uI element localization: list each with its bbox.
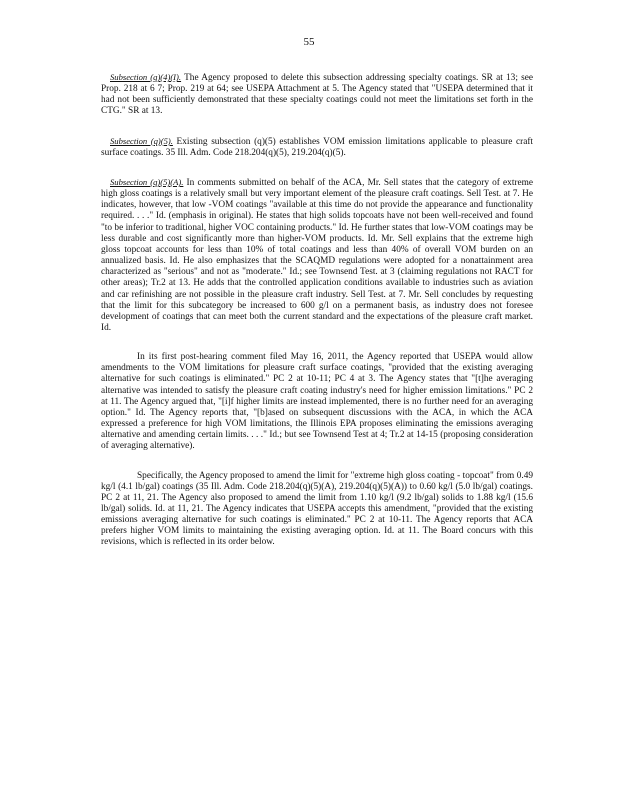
paragraph-3 [101,177,533,334]
subsection-heading: Subsection (q)(5). [110,135,173,146]
page-number: 55 [303,36,315,48]
paragraph-text: Specifically, the Agency proposed to amend the limit for "extreme high gloss coating - topcoat" from 0.49 kg/l (4.1 lb/gal) coatings (35 Ill. Adm. Code 218.204(q)(5)(A), 219.204(q)(5)(A)) to 0.60 kg/l (5.0 lb/gal) coatings. PC 2 at 11, 21. The Agency also proposed to amend the limit from 1.10 kg/l (9.2 lb/gal) solids to 1.88 kg/l (15.6 lb/gal) solids. Id. at 11, 21. The Agency indicates that USEPA accepts this amendment, "provided that the existing emissions averaging alternative for such coatings is eliminated." PC 2 at 10-11. The Agency reports that ACA prefers higher VOM limits to maintaining the existing averaging option. Id. at 11. The Board concurs with this revisions, which is reflected in its order below. [101,470,533,548]
paragraph-2 [101,136,533,159]
paragraph-text: Existing subsection (q)(5) establishes VOM emission limitations applicable to pleasure craft surface coatings. 35 Ill. Adm. Code 218.204(q)(5), 219.204(q)(5). [101,136,533,158]
paragraph-text: In comments submitted on behalf of the ACA, Mr. Sell states that the category of extreme high gloss coatings is a relatively small but very important element of the pleasure craft coatings. Sell Test. at 7. He indicates, however, that low -VOM coatings "available at this time do not provide the appearance and functionality required. . . ." Id. (emphasis in original). He states that high solids topcoats have not been well-received and found "to be inferior to traditional, higher VOC containing products." Id. He further states that low-VOM coatings may be less durable and cost significantly more than higher-VOM products. Id. Mr. Sell explains that the extreme high gloss topcoat accounts for less than 10% of total coatings and less than 40% of overall VOM burden on an annualized basis. Id. He also emphasizes that the SCAQMD regulations were adopted for a nonattainment area characterized as "serious" and not as "moderate." Id.; see Townsend Test. at 3 (claiming regulations not RACT for other areas); Tr.2 at 13. He adds that the controlled application conditions available to industries such as aviation and car refinishing are not possible in the pleasure craft industry. Sell Test. at 7. Mr. Sell concludes by requesting that the limit for this subcategory be increased to 600 g/l on a permanent basis, as industry does not foresee development of coatings that can meet both the current standard and the expectations of the pleasure craft market. Id. [101,177,533,333]
document-body [101,72,533,567]
subsection-heading: Subsection (q)(5)(A). [110,176,184,187]
paragraph-1 [101,72,533,118]
paragraph-text: The Agency proposed to delete this subsection addressing specialty coatings. SR at 13; see Prop. 218 at 6 7; Prop. 219 at 64; see USEPA Attachment at 5. The Agency stated that "USEPA determined that it had not been sufficiently demonstrated that these specialty coatings could not meet the limitations set forth in the CTG." SR at 13. [101,73,534,117]
paragraph-5 [101,471,533,549]
paragraph-text: In its first post-hearing comment filed May 16, 2011, the Agency reported that USEPA would allow amendments to the VOM limitations for pleasure craft surface coatings, "provided that the existing averaging alternative for such coatings is eliminated." PC 2 at 10-11; PC 4 at 3. The Agency states that "[t]he averaging alternative was intended to satisfy the pleasure craft coating industry's need for higher emission limitations." PC 2 at 11. The Agency argued that, "[i]f higher limits are instead implemented, there is no further need for an averaging option." Id. The Agency reports that, "[b]ased on subsequent discussions with the ACA, in which the ACA expressed a preference for high VOM limitations, the Illinois EPA proposes eliminating the emissions averaging alternative and amending certain limits. . . ." Id.; but see Townsend Test at 4; Tr.2 at 14-15 (proposing consideration of averaging alternative). [101,352,533,452]
subsection-heading: Subsection (q)(4)(I). [110,72,182,82]
paragraph-4 [101,352,533,452]
